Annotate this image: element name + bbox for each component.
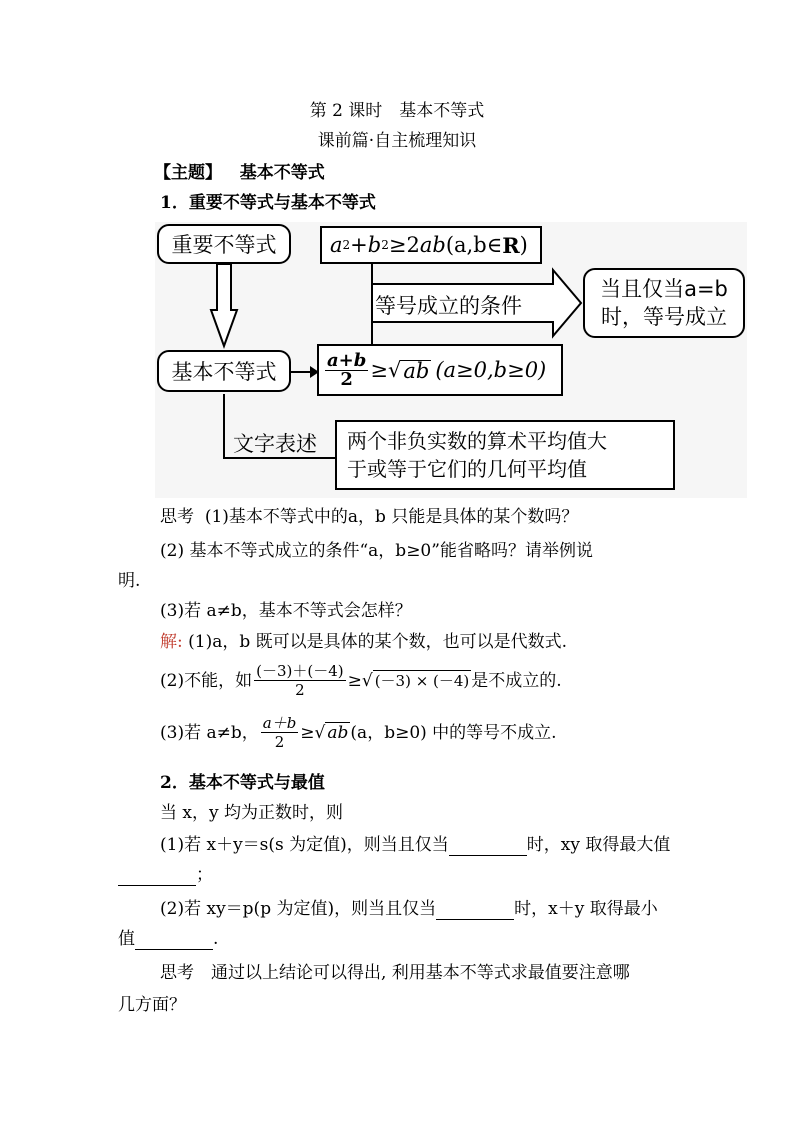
blank-3[interactable] <box>436 901 514 920</box>
answer-1: 解: (1)a，b 既可以是具体的某个数，也可以是代数式. <box>160 632 568 652</box>
answer-2: (2)不能，如 $\frac{(-3)+(-4)}{2}$ ≥ √ (－3) × (－4) 是不成立的. <box>160 662 562 699</box>
answer-3-fraction: $\frac{a+b}{2}$ <box>262 714 297 751</box>
section2-think-line2: 几方面？ <box>118 995 186 1015</box>
page-title: 第 2 课时 基本不等式 <box>309 101 485 121</box>
section2-item2: (2)若 xy＝p(p 为定值)，则当且仅当 时，x＋y 取得最小 <box>160 899 658 919</box>
section2-intro: 当 x，y 均为正数时，则 <box>160 803 343 823</box>
down-arrow-icon <box>211 264 237 346</box>
box-equality-condition: 当且仅当a=b 时，等号成立 <box>583 268 745 338</box>
think-q2-line2: 明. <box>118 571 141 591</box>
blank-2[interactable] <box>118 867 196 886</box>
answer-2-fraction: $\frac{(-3)+(-4)}{2}$ <box>256 662 344 699</box>
think-q1: 思考 (1)基本不等式中的a，b 只能是具体的某个数吗？ <box>160 507 579 527</box>
box-basic-inequality: 基本不等式 <box>157 350 291 392</box>
think-q3: (3)若 a≠b，基本不等式会怎样？ <box>160 601 412 621</box>
topic-heading <box>154 162 325 184</box>
topic-name: 基本不等式 <box>239 163 325 183</box>
label-text-expression: 文字表述 <box>233 432 317 456</box>
topic-bracket-label: 【主题】 <box>154 163 222 183</box>
section2-heading: 2．基本不等式与最值 <box>160 773 325 793</box>
blank-1[interactable] <box>449 837 527 856</box>
answer-3: (3)若 a≠b， $\frac{a+b}{2}$ ≥ √ ab (a，b≥0) 中的等号不成立. <box>160 714 557 751</box>
inequality-diagram <box>155 222 747 498</box>
section1-heading: 1．重要不等式与基本不等式 <box>160 193 376 213</box>
blank-4[interactable] <box>135 931 213 950</box>
page-subtitle: 课前篇·自主梳理知识 <box>317 131 477 151</box>
section2-item2-line2: 值 . <box>118 929 219 949</box>
section2-think-line1: 思考 通过以上结论可以得出, 利用基本不等式求最值要注意哪 <box>160 963 630 983</box>
formula-fraction: $\frac{a+b}{2}$ <box>327 349 367 390</box>
box-text-expression: 两个非负实数的算术平均值大 于或等于它们的几何平均值 <box>335 420 675 490</box>
section2-item1: (1)若 x＋y＝s(s 为定值)，则当且仅当 时，xy 取得最大值 <box>160 835 671 855</box>
formula-important-inequality: a 2 + b 2 ≥2 ab (a,b∈ R ) <box>320 226 542 264</box>
think-q2-line1: (2) 基本不等式成立的条件“a，b≥0”能省略吗？请举例说 <box>160 541 593 561</box>
formula-basic-inequality: $\frac{a+b}{2}$ ≥ √ ab (a≥0,b≥0) <box>317 344 563 396</box>
box-important-inequality: 重要不等式 <box>157 224 291 264</box>
label-equality-condition: 等号成立的条件 <box>375 294 522 318</box>
answer-label: 解: <box>160 632 183 652</box>
section2-item1-line2: ； <box>118 864 213 886</box>
